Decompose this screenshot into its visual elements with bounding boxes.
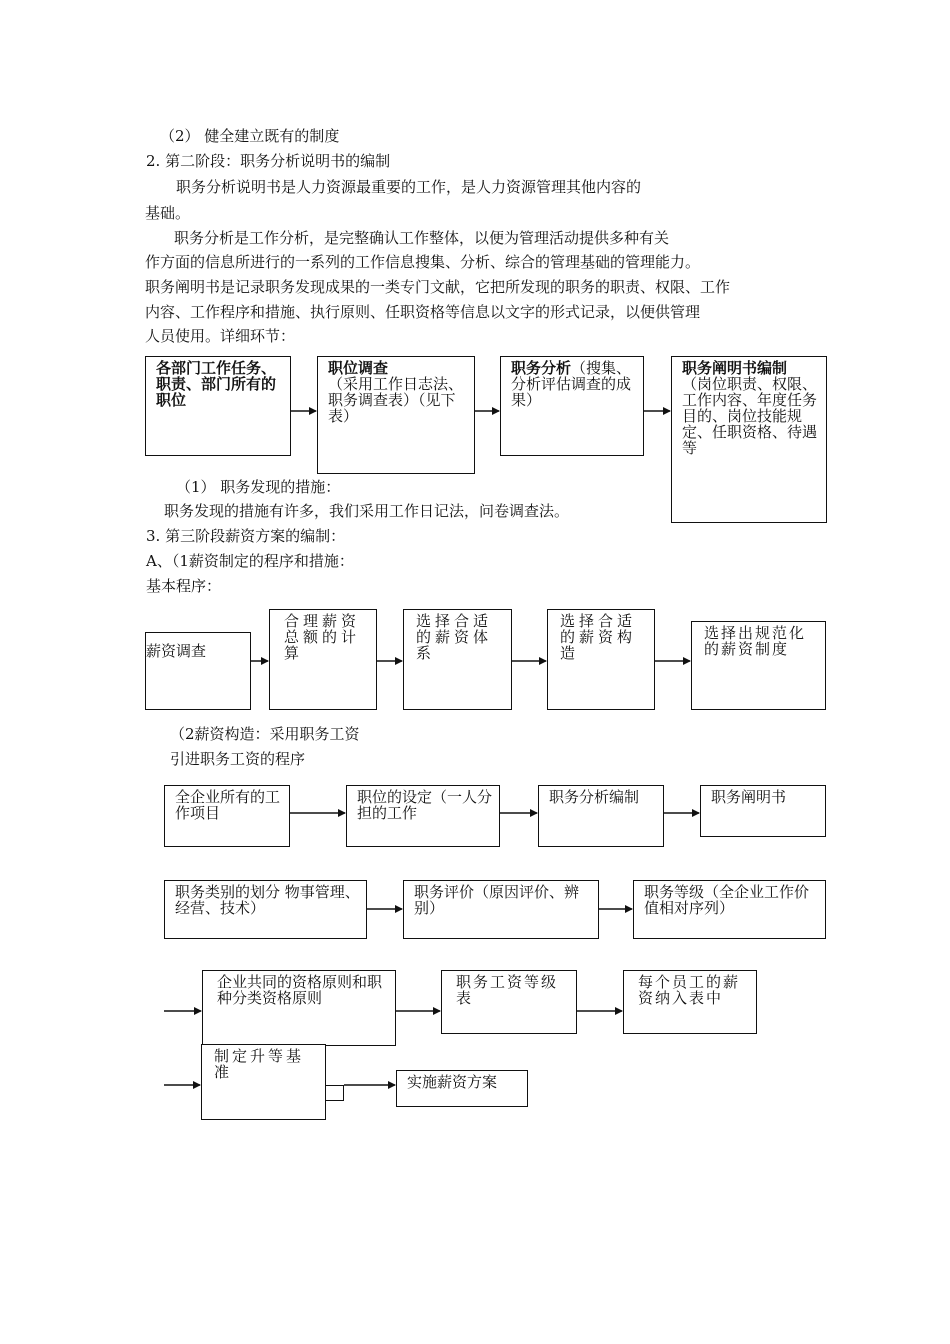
text-line: 基本程序：	[146, 577, 222, 595]
flow1-box3-body: （搜集、分析评估调查的成果）	[511, 359, 632, 409]
flow1-box1-text: 各部门工作任务、职责、部门所有的职位	[156, 359, 277, 409]
flow2-box3-text: 选择合适的薪资体系	[416, 612, 493, 662]
flow1-box3-title: 职务分析	[511, 359, 572, 377]
flow1-box2-title: 职位调查	[328, 359, 389, 377]
flow3-r1-b4: 职务阐明书	[711, 788, 787, 806]
text-line: 职务阐明书是记录职务发现成果的一类专门文献，它把所发现的职务的职责、权限、工作	[145, 278, 731, 296]
flow3-r1-b2: 职位的设定（一人分担的工作	[357, 788, 493, 822]
flow3-r4-b1: 制定升等基准	[214, 1047, 305, 1081]
flow1-box4-body: （岗位职责、权限、工作内容、年度任务目的、岗位技能规定、任职资格、待遇等	[682, 375, 818, 457]
text-line: 职务分析是工作分析，是完整确认工作整体，以便为管理活动提供多种有关	[174, 229, 670, 247]
flow3-r2-b2: 职务评价（原因评价、辨别）	[414, 883, 580, 917]
text-line: 内容、工作程序和措施、执行原则、任职资格等信息以文字的形式记录，以便供管理	[145, 303, 701, 321]
flow3-r4-b2: 实施薪资方案	[407, 1073, 498, 1091]
text-line: 作方面的信息所进行的一系列的工作信息搜集、分析、综合的管理基础的管理能力。	[145, 253, 701, 271]
flow2-box2-text: 合理薪资总额的计算	[284, 612, 361, 662]
flow3-r1-b3: 职务分析编制	[549, 788, 640, 806]
flow3-r2-b1: 职务类别的划分 物事管理、经营、技术）	[175, 883, 360, 917]
text-line: 引进职务工资的程序	[170, 750, 306, 768]
flow2-box1-text: 薪资调查	[146, 642, 207, 660]
section-heading: 3. 第三阶段薪资方案的编制：	[146, 527, 346, 545]
flow3-r3-b1: 企业共同的资格原则和职种分类资格原则	[217, 973, 383, 1007]
flow3-r2-b3: 职务等级（全企业工作价值相对序列）	[644, 883, 810, 917]
text-line: 基础。	[145, 204, 191, 222]
text-line: 职务分析说明书是人力资源最重要的工作，是人力资源管理其他内容的	[176, 178, 642, 196]
text-line: 人员使用。详细环节：	[145, 327, 296, 345]
text-line: （1） 职务发现的措施：	[176, 478, 341, 496]
section-heading: 2. 第二阶段：职务分析说明书的编制	[146, 152, 391, 170]
text-line: （2薪资构造：采用职务工资	[170, 725, 360, 743]
flow1-box2-body: （采用工作日志法、职务调查表）（见下表）	[328, 375, 464, 425]
flow3-r3-b3: 每个员工的薪资纳入表中	[638, 973, 741, 1007]
flow3-r3-b2: 职务工资等级表	[456, 973, 559, 1007]
flow2-box5-text: 选择出规范化的薪资制度	[704, 624, 807, 658]
text-line: 职务发现的措施有许多，我们采用工作日记法，问卷调查法。	[164, 502, 570, 520]
text-line: （2） 健全建立既有的制度	[160, 127, 340, 145]
flow3-r1-b1: 全企业所有的工作项目	[175, 788, 281, 822]
flow1-box4-title: 职务阐明书编制	[682, 359, 788, 377]
flow2-box4-text: 选择合适的薪资构造	[560, 612, 637, 662]
text-line: A、（1薪资制定的程序和措施：	[146, 552, 354, 570]
